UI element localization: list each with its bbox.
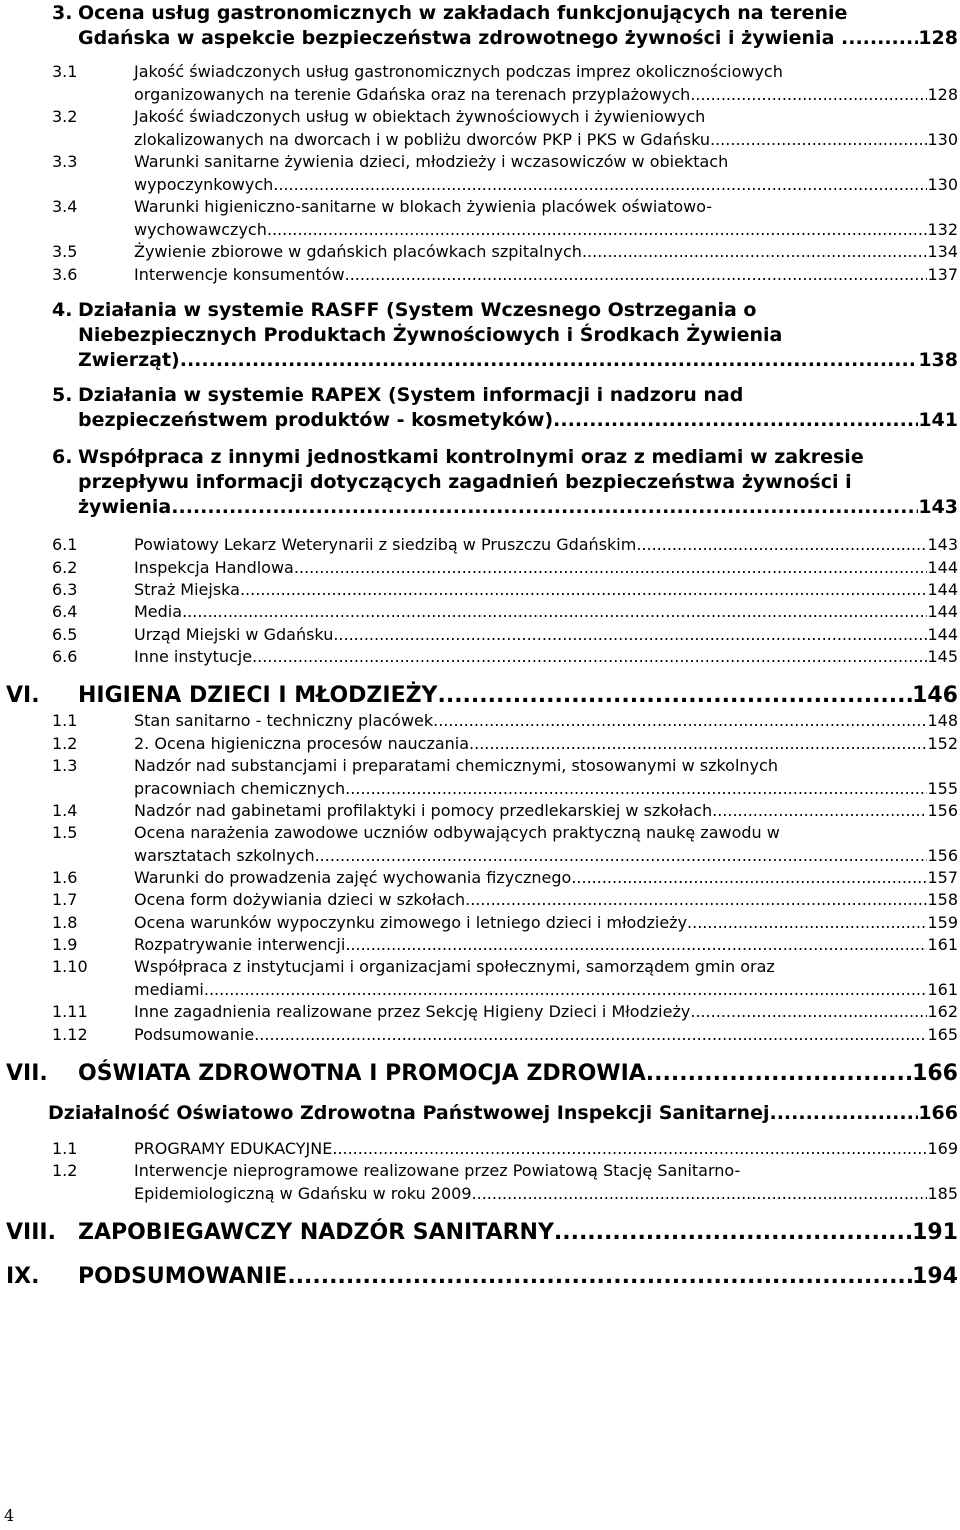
toc-entry-number: IX. (6, 1264, 40, 1289)
toc-entry-leader-line (134, 935, 958, 954)
toc-entry-page: 191 (912, 1220, 958, 1245)
toc-entry-title: wypoczynkowych (134, 174, 274, 194)
toc-entry-leader-line (134, 890, 958, 909)
toc-entry-page: 130 (927, 174, 958, 194)
toc-entry-leader-line (134, 779, 958, 798)
toc-entry-leader-line (134, 1139, 958, 1158)
toc-entry-page: 128 (918, 27, 958, 49)
toc-entry-number: 3.3 (52, 152, 78, 171)
dot-leader (178, 496, 918, 518)
toc-entry-leader-line (78, 27, 958, 49)
toc-entry-number: 1.9 (52, 935, 78, 954)
toc-entry-leader-line (78, 1220, 958, 1245)
dot-leader (571, 868, 927, 887)
toc-entry-title: Ocena warunków wypoczynku zimowego i letniego dzieci i młodzieży (134, 913, 688, 932)
toc-entry-leader-line (134, 130, 958, 149)
dot-leader (848, 27, 918, 49)
toc-entry-leader-line (134, 913, 958, 932)
toc-entry-title: Niebezpiecznych Produktach Żywnościowych i Środkach Żywienia (78, 324, 783, 346)
dot-leader (690, 1002, 927, 1021)
toc-entry-page: 165 (927, 1025, 958, 1044)
toc-entry-title: Ocena narażenia zawodowe uczniów odbywających praktyczną naukę zawodu w (134, 823, 780, 842)
dot-leader (294, 558, 928, 577)
toc-entry-title: mediami. (134, 979, 209, 999)
toc-entry-page: 144 (927, 580, 958, 599)
toc-entry-leader-line (134, 535, 958, 554)
toc-entry-number: 5. (52, 384, 73, 406)
toc-entry-number: 1.1 (52, 1139, 78, 1158)
toc-entry-leader-line (78, 409, 958, 431)
toc-entry-number: 3.6 (52, 265, 78, 284)
toc-entry-number: VIII. (6, 1220, 56, 1245)
toc-entry-title: bezpieczeństwem produktów - kosmetyków). (78, 409, 561, 431)
toc-entry-page: 185 (927, 1183, 958, 1203)
toc-entry-page: 130 (927, 129, 958, 149)
toc-entry-leader-line (78, 349, 958, 371)
toc-entry-title: Urząd Miejski w Gdańsku (134, 625, 334, 644)
toc-entry-number: 4. (52, 299, 73, 321)
page-number: 4 (4, 1506, 15, 1525)
dot-leader (465, 890, 927, 909)
toc-entry-number: 1.11 (52, 1002, 88, 1021)
toc-entry-leader-line (78, 1061, 958, 1086)
toc-entry-page: 143 (918, 496, 958, 518)
toc-entry-leader-line (134, 980, 958, 999)
toc-entry-leader-line (48, 1102, 958, 1124)
toc-entry-title: pracowniach chemicznych. (134, 778, 351, 798)
toc-entry-number: 6.2 (52, 558, 78, 577)
toc-entry-title: Inne instytucje (134, 647, 253, 666)
toc-entry-page: 157 (927, 868, 958, 887)
toc-entry-leader-line (134, 846, 958, 865)
toc-entry-number: VI. (6, 683, 40, 708)
toc-entry-title: Inne zagadnienia realizowane przez Sekcję Higieny Dzieci i Młodzieży (134, 1002, 691, 1021)
toc-entry-title: Interwencje nieprogramowe realizowane przez Powiatową Stację Sanitarno- (134, 1161, 741, 1180)
toc-entry-leader-line (134, 265, 958, 284)
toc-entry-page: 169 (927, 1139, 958, 1158)
toc-entry-page: 161 (927, 935, 958, 954)
toc-entry-title: HIGIENA DZIECI I MŁODZIEŻY (78, 683, 438, 708)
toc-entry-page: 144 (927, 602, 958, 621)
toc-entry-page: 155 (927, 778, 958, 798)
toc-entry-page: 138 (918, 349, 958, 371)
dot-leader (187, 349, 918, 371)
toc-entry-page: 194 (912, 1264, 958, 1289)
dot-leader (182, 602, 927, 621)
toc-entry-leader-line (134, 220, 958, 239)
toc-entry-number: 3.2 (52, 107, 78, 126)
toc-entry-title: zlokalizowanych na dworcach i w pobliżu dworców PKP i PKS w Gdańsku (134, 129, 710, 149)
toc-entry-title: Powiatowy Lekarz Weterynarii z siedzibą w Pruszczu Gdańskim (134, 535, 637, 554)
dot-leader (345, 265, 928, 284)
toc-entry-title: warsztatach szkolnych (134, 845, 315, 865)
toc-entry-title: Żywienie zbiorowe w gdańskich placówkach szpitalnych (134, 242, 582, 261)
dot-leader (554, 1220, 912, 1245)
toc-entry-number: 3.1 (52, 62, 78, 81)
toc-entry-title: wychowawczych (134, 219, 267, 239)
toc-entry-page: 158 (927, 890, 958, 909)
toc-entry-page: 166 (912, 1061, 958, 1086)
toc-entry-leader-line (134, 1184, 958, 1203)
toc-entry-leader-line (78, 683, 958, 708)
toc-entry-leader-line (134, 602, 958, 621)
toc-entry-number: 3.4 (52, 197, 78, 216)
toc-entry-page: 156 (927, 845, 958, 865)
toc-entry-page: 152 (927, 734, 958, 753)
toc-entry-page: 145 (927, 647, 958, 666)
dot-leader (333, 625, 927, 644)
dot-leader (769, 1102, 918, 1124)
toc-entry-leader-line (134, 85, 958, 104)
toc-entry-title: Jakość świadczonych usług w obiektach żywnościowych i żywieniowych (134, 107, 706, 126)
toc-entry-page: 148 (927, 711, 958, 730)
toc-entry-title: Nadzór nad substancjami i preparatami chemicznymi, stosowanymi w szkolnych (134, 756, 778, 775)
dot-leader (690, 85, 927, 104)
dot-leader (636, 535, 927, 554)
toc-entry-number: 1.8 (52, 913, 78, 932)
dot-leader (469, 734, 927, 753)
toc-entry-leader-line (134, 647, 958, 666)
dot-leader (560, 409, 918, 431)
dot-leader (433, 711, 927, 730)
dot-leader (209, 980, 928, 999)
dot-leader (273, 175, 927, 194)
toc-entry-page: 137 (927, 265, 958, 284)
toc-entry-title: PODSUMOWANIE (78, 1264, 288, 1289)
toc-entry-page: 143 (927, 535, 958, 554)
dot-leader (437, 683, 912, 708)
dot-leader (315, 846, 928, 865)
dot-leader (332, 1139, 927, 1158)
toc-entry-number: 1.7 (52, 890, 78, 909)
toc-entry-number: 1.5 (52, 823, 78, 842)
toc-entry-title: Działalność Oświatowo Zdrowotna Państwowej Inspekcji Sanitarnej (48, 1102, 770, 1124)
dot-leader (472, 1184, 928, 1203)
toc-entry-title: Warunki do prowadzenia zajęć wychowania fizycznego (134, 868, 572, 887)
toc-entry-page: 134 (927, 242, 958, 261)
toc-entry-title: Ocena form dożywiania dzieci w szkołach (134, 890, 466, 909)
dot-leader (252, 647, 927, 666)
toc-entry-leader-line (78, 496, 958, 518)
toc-entry-leader-line (134, 558, 958, 577)
toc-entry-leader-line (134, 711, 958, 730)
toc-entry-title: Współpraca z innymi jednostkami kontrolnymi oraz z mediami w zakresie (78, 446, 864, 468)
toc-entry-title: Podsumowanie (134, 1025, 255, 1044)
toc-entry-leader-line (134, 175, 958, 194)
toc-entry-number: 6.1 (52, 535, 78, 554)
toc-entry-leader-line (134, 1025, 958, 1044)
toc-entry-title: Gdańska w aspekcie bezpieczeństwa zdrowotnego żywności i żywienia . (78, 27, 849, 49)
toc-entry-page: 162 (927, 1002, 958, 1021)
toc-entry-title: Jakość świadczonych usług gastronomicznych podczas imprez okolicznościowych (134, 62, 783, 81)
toc-entry-page: 144 (927, 558, 958, 577)
toc-entry-title: Zwierząt). (78, 349, 187, 371)
toc-entry-number: 1.2 (52, 734, 78, 753)
toc-entry-leader-line (134, 625, 958, 644)
toc-entry-title: Działania w systemie RASFF (System Wczesnego Ostrzegania o (78, 299, 757, 321)
toc-entry-title: organizowanych na terenie Gdańska oraz na terenach przyplażowych (134, 84, 691, 104)
toc-entry-title: przepływu informacji dotyczących zagadnień bezpieczeństwa żywności i (78, 471, 852, 493)
toc-entry-leader-line (134, 242, 958, 261)
toc-entry-leader-line (134, 801, 958, 820)
toc-entry-title: Media (134, 602, 183, 621)
toc-entry-number: 1.3 (52, 756, 78, 775)
dot-leader (267, 220, 928, 239)
dot-leader (345, 935, 927, 954)
toc-entry-number: 1.1 (52, 711, 78, 730)
toc-entry-page: 141 (918, 409, 958, 431)
toc-entry-number: 6.4 (52, 602, 78, 621)
toc-entry-title: PROGRAMY EDUKACYJNE (134, 1139, 333, 1158)
dot-leader (712, 801, 927, 820)
toc-entry-title: Epidemiologiczną w Gdańsku w roku 2009 (134, 1183, 472, 1203)
toc-entry-number: 6.6 (52, 647, 78, 666)
toc-entry-page: 159 (927, 913, 958, 932)
toc-entry-page: 144 (927, 625, 958, 644)
dot-leader (287, 1264, 912, 1289)
toc-entry-leader-line (134, 868, 958, 887)
toc-entry-number: 1.4 (52, 801, 78, 820)
toc-entry-number: 1.2 (52, 1161, 78, 1180)
toc-entry-title: Ocena usług gastronomicznych w zakładach funkcjonujących na terenie (78, 2, 848, 24)
dot-leader (646, 1061, 912, 1086)
toc-entry-page: 166 (918, 1102, 958, 1124)
toc-entry-page: 128 (927, 84, 958, 104)
toc-entry-number: 6. (52, 446, 73, 468)
toc-entry-leader-line (134, 1002, 958, 1021)
toc-entry-number: 6.5 (52, 625, 78, 644)
toc-entry-title: OŚWIATA ZDROWOTNA I PROMOCJA ZDROWIA (78, 1061, 646, 1086)
toc-entry-title: Inspekcja Handlowa (134, 558, 294, 577)
toc-entry-number: 3.5 (52, 242, 78, 261)
toc-entry-title: Rozpatrywanie interwencji (134, 935, 346, 954)
toc-entry-title: Nadzór nad gabinetami profilaktyki i pomocy przedlekarskiej w szkołach (134, 801, 713, 820)
toc-entry-title: ZAPOBIEGAWCZY NADZÓR SANITARNY (78, 1220, 554, 1245)
toc-entry-title: Warunki sanitarne żywienia dzieci, młodzieży i wczasowiczów w obiektach (134, 152, 729, 171)
toc-entry-leader-line (134, 734, 958, 753)
dot-leader (687, 913, 927, 932)
toc-entry-number: 3. (52, 2, 73, 24)
dot-leader (254, 1025, 927, 1044)
toc-entry-title: Straż Miejska (134, 580, 240, 599)
toc-entry-title: Działania w systemie RAPEX (System informacji i nadzoru nad (78, 384, 744, 406)
toc-entry-page: 146 (912, 683, 958, 708)
toc-entry-title: Stan sanitarno - techniczny placówek (134, 711, 434, 730)
toc-entry-title: Współpraca z instytucjami i organizacjami społecznymi, samorządem gmin oraz (134, 957, 775, 976)
toc-entry-leader-line (134, 580, 958, 599)
toc-entry-page: 132 (927, 219, 958, 239)
toc-entry-title: Interwencje konsumentów (134, 265, 345, 284)
toc-entry-page: 156 (927, 801, 958, 820)
dot-leader (710, 130, 927, 149)
toc-entry-leader-line (78, 1264, 958, 1289)
dot-leader (582, 242, 928, 261)
toc-entry-number: VII. (6, 1061, 48, 1086)
toc-entry-number: 6.3 (52, 580, 78, 599)
toc-entry-number: 1.10 (52, 957, 88, 976)
toc-entry-page: 161 (927, 979, 958, 999)
dot-leader (350, 779, 927, 798)
toc-entry-number: 1.12 (52, 1025, 88, 1044)
dot-leader (240, 580, 927, 599)
toc-entry-title: Warunki higieniczno-sanitarne w blokach żywienia placówek oświatowo- (134, 197, 713, 216)
toc-entry-title: 2. Ocena higieniczna procesów nauczania (134, 734, 470, 753)
toc-entry-title: żywienia. (78, 496, 179, 518)
toc-entry-number: 1.6 (52, 868, 78, 887)
